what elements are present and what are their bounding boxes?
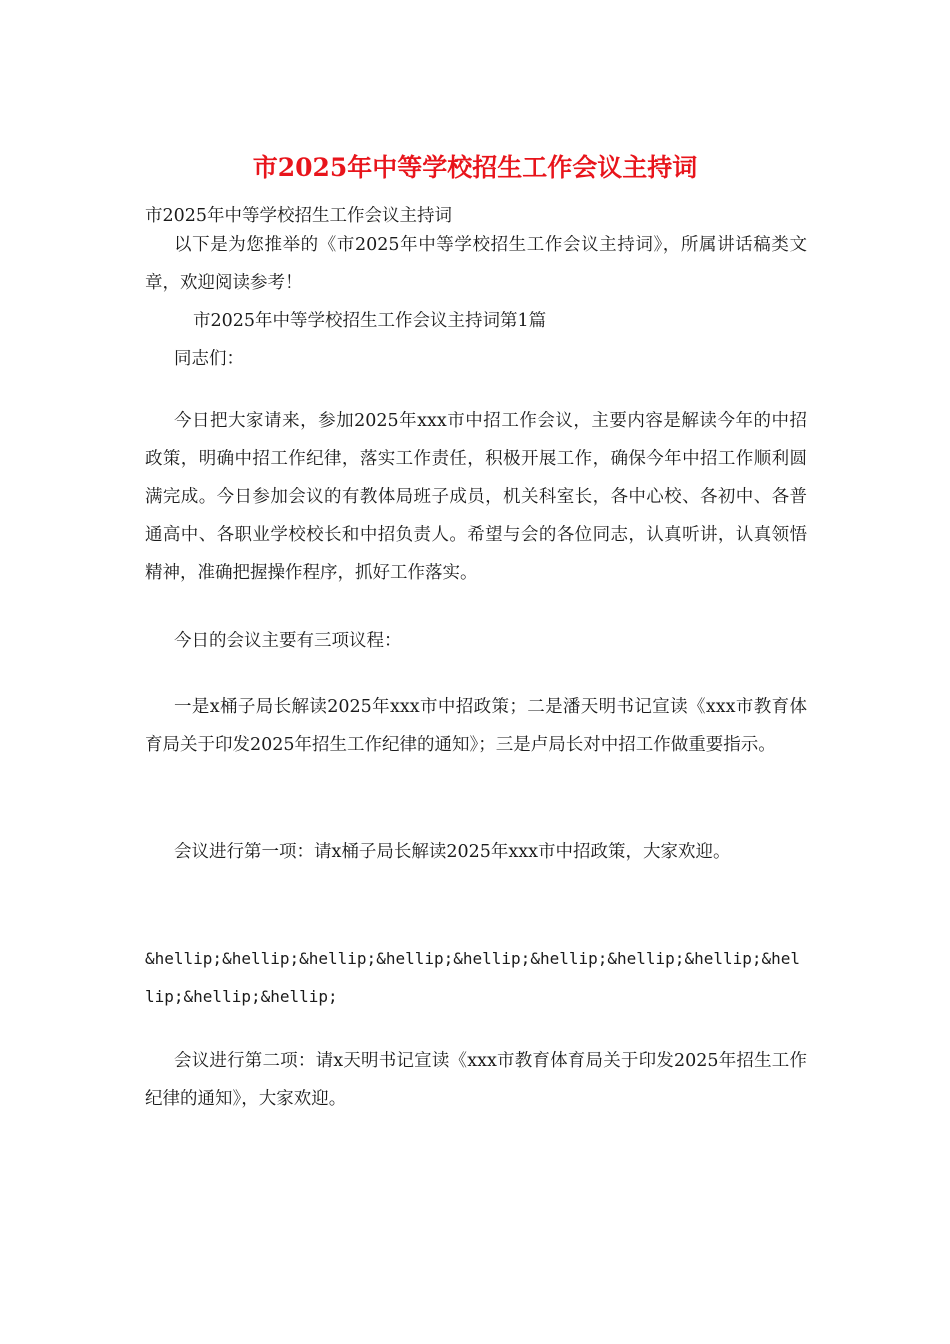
section-heading: 市2025年中等学校招生工作会议主持词第1篇: [193, 311, 547, 331]
paragraph-item-two: 会议进行第二项：请x天明书记宣读《xxx市教育体育局关于印发2025年招生工作纪律的通知》，大家欢迎。: [145, 1051, 807, 1109]
intro-paragraph: 以下是为您推举的《市2025年中等学校招生工作会议主持词》，所属讲话稿类文章，欢迎阅读参考！: [145, 235, 807, 293]
ellipsis-line: &hellip;&hellip;&hellip;&hellip;&hellip;&hellip;&hellip;&hellip;&hellip;&hellip;&hellip;: [145, 949, 801, 1006]
paragraph-opening: 今日把大家请来，参加2025年xxx市中招工作会议，主要内容是解读今年的中招政策，明确中招工作纪律，落实工作责任，积极开展工作，确保今年中招工作顺利圆满完成。今日参加会议的有教体局班子成员，机关科室长，各中心校、各初中、各普通高中、各职业学校校长和中招负责人。希望与会的各位同志，认真听讲，认真领悟精神，准确把握操作程序，抓好工作落实。: [145, 411, 807, 583]
document-title: 市2025年中等学校招生工作会议主持词: [252, 153, 698, 182]
paragraph-agenda-items: 一是x桶子局长解读2025年xxx市中招政策；二是潘天明书记宣读《xxx市教育体育局关于印发2025年招生工作纪律的通知》；三是卢局长对中招工作做重要指示。: [145, 697, 807, 755]
paragraph-item-one: 会议进行第一项：请x桶子局长解读2025年xxx市中招政策，大家欢迎。: [174, 842, 731, 862]
paragraph-agenda-intro: 今日的会议主要有三项议程：: [174, 631, 402, 651]
salutation: 同志们：: [174, 349, 244, 369]
document-subtitle: 市2025年中等学校招生工作会议主持词: [145, 206, 453, 226]
